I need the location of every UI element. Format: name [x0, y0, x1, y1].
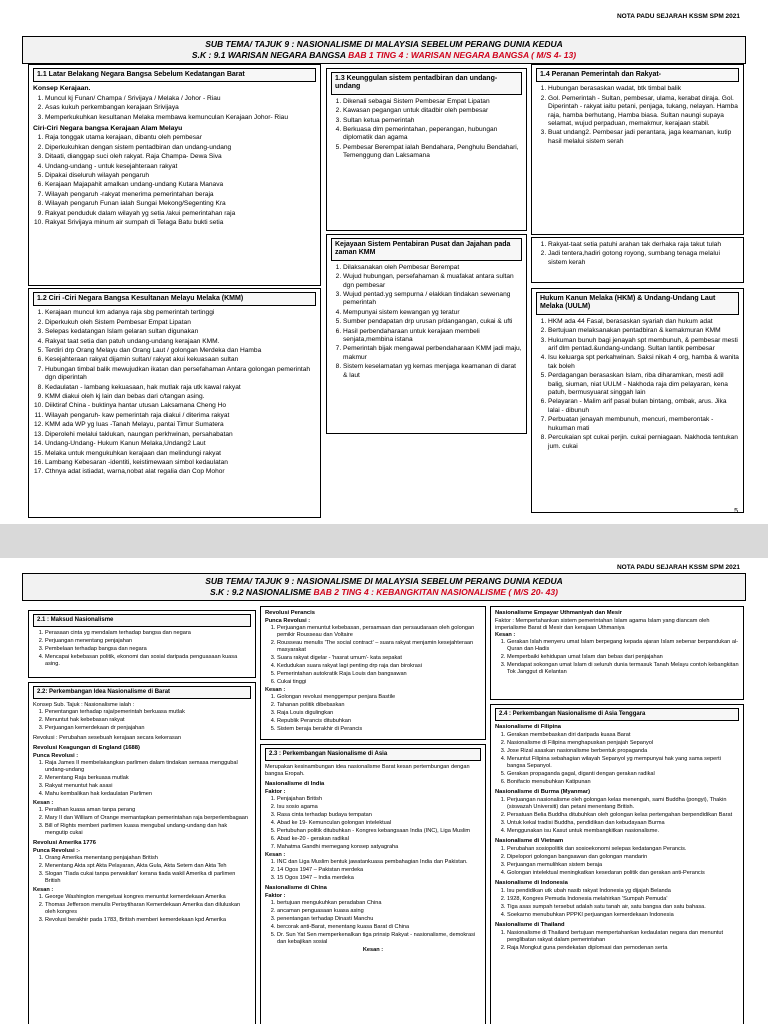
list-item: 4. Menuntut Filipina sebahagian wilayah Sepanyol yg mempunyai hak yang sama seperti bangsa Sepanyol.: [507, 756, 739, 770]
section-title: 1.1 Latar Belakang Negara Bangsa Sebelum Kedatangan Barat: [33, 68, 316, 82]
list-item: 3. Mendapat sokongan umat Islam di seluruh dunia termasuk Tanah Melayu contoh kebangkitan Tok Janggut di Kelantan: [507, 662, 739, 676]
topic-band: [22, 573, 746, 601]
section-2-4: [490, 704, 744, 1024]
list-item: 3. Rasa cinta terhadap budaya tempatan: [277, 812, 481, 819]
list-item: 1. Peralihan kuasa aman tanpa perang: [45, 807, 251, 814]
list-item: 2. Perjuangan menentang penjajahan: [45, 638, 251, 645]
list-item: 6. Abad ke-20 - gerakan radikal: [277, 836, 481, 843]
list-item: 12. KMM ada WP yg luas -Tanah Melayu, pantai Timur Sumatera: [45, 421, 316, 429]
band-line-2-red: BAB 2 TING 4 : KEBANGKITAN NASIONALISME ( M/S 20- 43): [313, 587, 558, 597]
list-item: 2. Isu sosio agama: [277, 804, 481, 811]
list-item: 9. Rakyat penduduk dalam wilayah yg setia /akui pemerintahan raja: [45, 210, 316, 218]
perancis-heading: Revolusi Perancis: [265, 610, 315, 616]
list-item: 5. Sumber pendapatan drp urusan p/dangangan, cukai & ufti: [343, 318, 522, 326]
keunggulan-list: [331, 98, 522, 161]
list-item: 1. Muncul kj Funan/ Champa / Srivijaya / Melaka / Johor - Riau: [45, 95, 316, 103]
filipina-list: [495, 732, 739, 786]
list-item: 2. 14 Ogos 1947 – Pakistan merdeka: [277, 867, 481, 874]
faktor-label: Faktor :: [265, 789, 286, 795]
section-title: 1.3 Keunggulan sistem pentadbiran dan undang-undang: [331, 72, 522, 95]
list-item: 2. Raja Mongkut guna pendekatan diplomasi dan pemodenan serta: [507, 945, 739, 952]
amerika-kesan-list: [33, 894, 251, 924]
list-item: 2. Tahanan politik dibebaskan: [277, 702, 481, 709]
konsep-text: Konsep Sub. Tajuk : Nasionalisme ialah :: [33, 702, 135, 708]
china-heading: Nasionalisme di China: [265, 885, 327, 891]
list-item: 1. Penjajahan British: [277, 796, 481, 803]
list-item: 3. Selepas kedatangan Islam gelaran sultan digunakan: [45, 328, 316, 336]
burma-list: [495, 797, 739, 835]
list-item: 5. Sistem beraja berakhir di Perancis: [277, 726, 481, 733]
list-item: 3. Sultan ketua pemerintah: [343, 117, 522, 125]
section-title: 2.1 : Maksud Nasionalisme: [33, 614, 251, 627]
band-line-2-black: S.K : 9.2 NASIONALISME: [210, 587, 312, 597]
section-title: Kejayaan Sistem Pentabiran Pusat dan Jajahan pada zaman KMM: [331, 238, 522, 261]
list-item: 2. Jadi tentera,hadiri gotong royong, sumbang tenaga melalui sistem kerah: [548, 250, 739, 267]
list-item: 5. Pemerintahan autokratik Raja Louis dan bangsawan: [277, 671, 481, 678]
section-title: 2.2: Perkembangan Idea Nasionalisme di Barat: [33, 686, 251, 699]
england-heading: Revolusi Keagungan di England (1688): [33, 745, 140, 751]
list-item: 4. bercorak anti-Barat, menentang kuasa Barat di China: [277, 924, 481, 931]
page-header: NOTA PADU SEJARAH KSSM SPM 2021: [616, 13, 740, 20]
list-item: 8. Kedaulatan - lambang kekuasaan, hak mutlak raja utk kawal rakyat: [45, 384, 316, 392]
ciri-heading: Ciri-Ciri Negara bangsa Kerajaan Alam Melayu: [33, 125, 183, 133]
page-header: NOTA PADU SEJARAH KSSM SPM 2021: [616, 564, 740, 571]
list-item: 1. Perasaan cinta yg mendalam terhadap bangsa dan negara: [45, 630, 251, 637]
section-hukum-kanun: [531, 288, 744, 513]
list-item: 5. Terdiri drp Orang Melayu dan Orang Laut / golongan Merdeka dan Hamba: [45, 347, 316, 355]
england-kesan-list: [33, 807, 251, 837]
list-item: 1. Perubahan sosiopolitik dan sosioekonomi selepas kedatangan Perancis.: [507, 846, 739, 853]
topic-band: [22, 36, 746, 64]
list-item: 4. Menggunakan isu Kasut untuk membangkitkan nasionalisme.: [507, 828, 739, 835]
list-item: 7. Wilayah pengaruh -rakyat menerima pemerintahan beraja: [45, 191, 316, 199]
list-item: 2. Gol. Pemerintah - Sultan, pembesar, ulama, kerabat diraja. Gol. Diperintah - rakyat iaitu petani, penjaga, tukang, nelayan. Hamba raja, hamba berhutang, Hamba biasa. Sultan naungi supaya selamat, wujud perpaduan, memakmur, kerajaan stabil.: [548, 95, 739, 129]
list-item: 17. Cthnya adat istiadat, warna,nobat alat regalia dan Cop Mohor: [45, 468, 316, 476]
amerika-heading: Revolusi Amerika 1776: [33, 840, 96, 846]
list-item: 1. bertujuan mengukuhkan peradaban China: [277, 900, 481, 907]
punca-label: Punca Revolusi :: [33, 753, 79, 759]
filipina-heading: Nasionalisme di Filipina: [495, 724, 562, 730]
list-item: 1. Isu pendidikan utk ubah nasib rakyat Indonesia yg dijajah Belanda: [507, 888, 739, 895]
list-item: 3. Jose Rizal asaskan nasionalisme berbentuk propaganda: [507, 748, 739, 755]
list-item: 5. Pembesar Berempat ialah Bendahara, Penghulu Bendahari, Temenggung dan Laksamana: [343, 144, 522, 161]
peranan-list: [536, 85, 739, 146]
list-item: 6. Kerajaan Majapahit amalkan undang-undang Kutara Manava: [45, 181, 316, 189]
list-item: 3. Raja Louis digulingkan: [277, 710, 481, 717]
list-item: 2. Menuntut hak kebebasan rakyat: [45, 717, 251, 724]
perancis-punca-list: [265, 625, 481, 686]
list-item: 3. Pembelaan terhadap bangsa dan negara: [45, 646, 251, 653]
section-1-4-rakyat: [531, 237, 744, 283]
amerika-punca-list: [33, 855, 251, 885]
kesan-label: Kesan :: [33, 800, 54, 806]
list-item: 1. Raja tonggak utama kerajaan, dibantu oleh pembesar: [45, 134, 316, 142]
list-item: 2. Bertujuan melaksanakan pentadbiran & kemakmuran KMM: [548, 327, 739, 335]
list-item: 4. Undang-undang - untuk kesejahteraan rakyat: [45, 163, 316, 171]
list-item: 3. Bill of Rights memberi parlimen kuasa mengubal undang-undang dan hak mengutip cukai: [45, 823, 251, 837]
list-item: 3. Untuk kekal tradisi Buddha, pendidikan dan kebudayaan Burma: [507, 820, 739, 827]
maksud-list: [33, 630, 251, 668]
vietnam-list: [495, 846, 739, 877]
china-faktor-list: [265, 900, 481, 946]
list-item: 3. Wujud pentad.yg sempurna / elakkan tindakan sewenang pemerintah: [343, 291, 522, 308]
list-item: 3. Hukuman bunuh bagi jenayah spt membunuh, & pembesar mesti arif dlm pentad.&undang-undang. Sultan lantik pembesar: [548, 337, 739, 354]
band-line-2-red: BAB 1 TING 4 : WARISAN NEGARA BANGSA ( M/S 4- 13): [348, 50, 577, 60]
band-line-1: SUB TEMA/ TAJUK 9 : NASIONALISME DI MALAYSIA SEBELUM PERANG DUNIA KEDUA: [205, 39, 563, 49]
faktor-label: Faktor :: [265, 893, 286, 899]
list-item: 2. Dipelopori golongan bangsawan dan golongan mandarin: [507, 854, 739, 861]
list-item: 3. Memperkukuhkan kesultanan Melaka membawa kemunculan Kerajaan Johor- Riau: [45, 114, 316, 122]
section-1-4: [531, 64, 744, 235]
ciri-kmm-list: [33, 309, 316, 476]
rakyat-list: [536, 241, 739, 267]
section-title: Hukum Kanun Melaka (HKM) & Undang-Undang Laut Melaka (UULM): [536, 292, 739, 315]
section-2-2: [28, 682, 256, 1024]
vietnam-heading: Nasionalisme di Vietnam: [495, 838, 564, 844]
list-item: 2. Diperkukuh oleh Sistem Pembesar Empat Lipatan: [45, 319, 316, 327]
list-item: 1. Hubungan berasaskan wadat, btk timbal balik: [548, 85, 739, 93]
konsep-list: [33, 709, 251, 732]
kesan-label: Kesan :: [265, 852, 286, 858]
band-line-1: SUB TEMA/ TAJUK 9 : NASIONALISME DI MALAYSIA SEBELUM PERANG DUNIA KEDUA: [205, 576, 563, 586]
list-item: 1. Gerakan Islah menyeru umat Islam berpegang kepada ajaran Islam sebenar berpandukan al-Quran dan Hadis: [507, 639, 739, 653]
thailand-list: [495, 930, 739, 952]
list-item: 1. Dikenali sebagai Sistem Pembesar Empat Lipatan: [343, 98, 522, 106]
band-line-2: [23, 587, 745, 598]
list-item: 1. Perjuangan menuntut kebebasan, persamaan dan persaudaraan oleh golongan pemikir Rousseau dan Voltaire: [277, 625, 481, 639]
list-item: 2. Rousseau menulis 'The social contract' – suara rakyat menjamin kesejahteraan masyarakat: [277, 640, 481, 654]
list-item: 1. Raja James II membelakangkan parlimen dalam tindakan semasa menggubal undang-undang: [45, 760, 251, 774]
list-item: 11. Wilayah pengaruh- kaw pemerintah raja diakui / diterima rakyat: [45, 412, 316, 420]
list-item: 1. Rakyat-taat setia patuhi arahan tak derhaka raja takut tulah: [548, 241, 739, 249]
page-gap: [0, 524, 768, 558]
india-faktor-list: [265, 796, 481, 851]
list-item: 2. Persatuan Belia Buddha ditubuhkan oleh golongan kelas pertengahan berpendidikan Barat: [507, 812, 739, 819]
list-item: 1. Kerajaan muncul krn adanya raja sbg pemerintah tertinggi: [45, 309, 316, 317]
list-item: 3. Buat undang2. Pembesar jadi perantara, jaga keamanan, kutip hasil melalui sistem serah: [548, 129, 739, 146]
list-item: 3. penentangan terhadap Dinasti Manchu: [277, 916, 481, 923]
section-1-1: [28, 64, 321, 286]
list-item: 3. Perjuangan kemerdekaan dr penjajahan: [45, 725, 251, 732]
list-item: 3. Slogan 'Tiada cukai tanpa perwakilan' kerana tiada wakil Amerika di parlimen British: [45, 871, 251, 885]
section-1-2: [28, 288, 321, 518]
list-item: 2. Mary II dan William of Orange memantapkan pemerintahan raja berperlembagaan: [45, 815, 251, 822]
faktor-text: Faktor : Mempertahankan sistem pemerintahan Islam agama Islam yang diancam oleh imperialisme Barat di Mesir dan kerajaan Uthmaniya: [495, 618, 710, 631]
list-item: 4. Kedudukan suara rakyat lagi penting drp raja dan birokrasi: [277, 663, 481, 670]
hukum-list: [536, 318, 739, 451]
list-item: 4. Isu keluarga spt perkahwinan. Saksi nikah 4 org, hamba & wanita tak boleh: [548, 354, 739, 371]
list-item: 7. Hubungan timbal balik mewujudkan ikatan dan persefahaman Antara golongan pemerintah dgn diperintah: [45, 366, 316, 383]
list-item: 1. Perjuangan nasionalisme oleh golongan kelas menengah, sami Buddha (pongyi), Thakin (siswazah Universiti) dan petani menentang British.: [507, 797, 739, 811]
konsep-heading: Konsep Kerajaan.: [33, 85, 91, 93]
list-item: 7. Mahatma Gandhi memegang konsep satyagraha: [277, 844, 481, 851]
list-item: 13. Diperolehi melalui taklukan, naungan perkhwinan, persahabatan: [45, 431, 316, 439]
section-uthmaniyah: [490, 606, 744, 700]
page-two: [0, 558, 768, 1024]
list-item: 1. Nasionalisme di Thailand bertujuan mempertahankan kedaulatan negara dan menuntut penglibatan rakyat dalam pemerintahan: [507, 930, 739, 944]
list-item: 4. Mahu kembalikan hak kedaulatan Parlimen: [45, 791, 251, 798]
list-item: 10. Rakyat Srivijaya minum air sumpah di Telaga Batu bukti setia: [45, 219, 316, 227]
list-item: 3. 15 Ogos 1947 – India merdeka: [277, 875, 481, 882]
list-item: 1. Penentangan terhadap raja/pemerintah berkuasa mutlak: [45, 709, 251, 716]
list-item: 4. Abad ke 19- Kemunculan golongan intelektual: [277, 820, 481, 827]
list-item: 2. Menentang Raja berkuasa mutlak: [45, 775, 251, 782]
section-1-3: [326, 68, 527, 231]
list-item: 2. Menentang Akta spt Akta Pelayaran, Akta Gula, Akta Setem dan Akta Teh: [45, 863, 251, 870]
section-revolusi-perancis: [260, 606, 486, 740]
list-item: 4. Berkuasa dlm pemerintahan, peperangan, hubungan diplomatik dan agama: [343, 126, 522, 143]
indonesia-list: [495, 888, 739, 919]
band-line-2-black: S.K : 9.1 WARISAN NEGARA BANGSA: [191, 50, 346, 60]
thailand-heading: Nasionalisme di Thailand: [495, 922, 565, 928]
list-item: 5. Dipakai diseluruh wilayah pengaruh: [45, 172, 316, 180]
list-item: 1. Gerakan membebaskan diri daripada kuasa Barat: [507, 732, 739, 739]
list-item: 4. Rakyat taat setia dan patuh undang-undang kerajaan KMM.: [45, 338, 316, 346]
list-item: 1. Orang Amerika menentang penjajahan British: [45, 855, 251, 862]
list-item: 6. Hasil perbendaharaan untuk kerajaan membeli senjata,membina istana: [343, 328, 522, 345]
section-title: 1.4 Peranan Pemerintah dan Rakyat-: [536, 68, 739, 82]
uthmaniyah-kesan-list: [495, 639, 739, 676]
list-item: 2. Asas kukuh perkembangan kerajaan Srivijaya: [45, 104, 316, 112]
section-1-3-kejayaan: [326, 234, 527, 434]
section-2-3: [260, 744, 486, 1024]
revolusi-definition: Revolusi : Perubahan sesebuah kerajaan secara kekerasan: [33, 735, 182, 741]
section-title: 2.4 : Perkembangan Nasionalisme di Asia Tenggara: [495, 708, 739, 721]
list-item: 1. INC dan Liga Muslim bentuk jawatankuasa pembahagian India dan Pakistan.: [277, 859, 481, 866]
list-item: 2. Kawasan pegangan untuk ditadbir oleh pembesar: [343, 107, 522, 115]
list-item: 5. Pertubuhan politik ditubuhkan - Kongres kebangsaan India (INC), Liga Muslim: [277, 828, 481, 835]
list-item: 14. Undang-Undang- Hukum Kanun Melaka,Undang2 Laut: [45, 440, 316, 448]
list-item: 10. Diiktiraf China - buktinya hantar utusan Laksamana Cheng Ho: [45, 402, 316, 410]
list-item: 2. Memperbaiki kehidupan umat Islam dan bebas dari penjajahan: [507, 654, 739, 661]
india-kesan-list: [265, 859, 481, 882]
list-item: 2. Diperkukuhkan dengan sistem pentadbiran dan undang-undang: [45, 144, 316, 152]
list-item: 4. Mencapai kebebasan politik, ekonomi dan sosial daripada penguasaan kuasa asing.: [45, 654, 251, 668]
list-item: 2. ancaman penguasaan kuasa asing: [277, 908, 481, 915]
section-title: 1.2 Ciri -Ciri Negara Bangsa Kesultanan Melayu Melaka (KMM): [33, 292, 316, 306]
list-item: 3. Suara rakyat digelar - 'hasrat umum'- kata sepakat: [277, 655, 481, 662]
list-item: 8. Sistem keselamatan yg kemas menjaga keamanan di darat & laut: [343, 363, 522, 380]
list-item: 5. Perdagangan berasaskan Islam, riba diharamkan, mesti adil balig, siuman, niat UULM - Nakhoda raja dim pelayaran, kena patuh, bermusyuarat singgah lain: [548, 372, 739, 397]
perancis-kesan-list: [265, 694, 481, 733]
list-item: 3. Perjuangan memulihkan sistem beraja: [507, 862, 739, 869]
list-item: 8. Percukaian spt cukai perjin. cukai perniagaan. Nakhoda tentukan jum. cukai: [548, 434, 739, 451]
list-item: 7. Pemerintah bijak mengawal perbendaharaan KMM jadi maju, makmur: [343, 345, 522, 362]
list-item: 9. KMM diakui oleh kj lain dan bebas dari c/tangan asing.: [45, 393, 316, 401]
list-item: 4. Soekarno menubuhkan PPPKI perjuangan kemerdekaan Indonesia: [507, 912, 739, 919]
section-2-1: [28, 610, 256, 678]
uthmaniyah-heading: Nasionalisme Empayar Uthmaniyah dan Mesir: [495, 610, 622, 616]
indonesia-heading: Nasionalisme di Indonesia: [495, 880, 568, 886]
list-item: 3. Ditaati, dianggap suci oleh rakyat. Raja Champa- Dewa Siva: [45, 153, 316, 161]
ciri-list: [33, 134, 316, 227]
list-item: 7. Perbuatan jenayah membunuh, mencuri, memberontak - hukuman mati: [548, 416, 739, 433]
list-item: 8. Wilayah pengaruh Funan ialah Sungai Mekong/Segenting Kra: [45, 200, 316, 208]
kejayaan-list: [331, 264, 522, 380]
list-item: 4. Mempunyai sistem kewangan yg teratur: [343, 309, 522, 317]
list-item: 3. Rakyat menuntut hak asasi: [45, 783, 251, 790]
list-item: 1. Dilaksanakan oleh Pembesar Berempat: [343, 264, 522, 272]
list-item: 6. Cukai tinggi: [277, 679, 481, 686]
list-item: 15. Melaka untuk mengukuhkan kerajaan dan melindungi rakyat: [45, 450, 316, 458]
list-item: 1. George Washington mengetuai kongres menuntut kemerdekaan Amerika: [45, 894, 251, 901]
kesan-label: Kesan :: [33, 887, 54, 893]
kesan-label: Kesan :: [495, 632, 516, 638]
list-item: 2. 1928, Kongres Pemuda Indonesia melahirkan 'Sumpah Pemuda': [507, 896, 739, 903]
list-item: 2. Thomas Jefferson menulis Perisytiharan Kemerdekaan Amerika dan diluluskan oleh kongres: [45, 902, 251, 916]
kesan-label: Kesan :: [362, 947, 384, 953]
list-item: 1. Golongan revolusi menggempur penjara Bastile: [277, 694, 481, 701]
kesan-label: Kesan :: [265, 687, 286, 693]
band-line-2: [23, 50, 745, 61]
burma-heading: Nasionalisme di Burma (Myanmar): [495, 789, 591, 795]
india-heading: Nasionalisme di India: [265, 781, 325, 787]
punca-label: Punca Revolusi :-: [33, 848, 80, 854]
list-item: 2. Nasionalisme di Filipina menghapuskan penjajah Sepanyol: [507, 740, 739, 747]
list-item: 3. Tiga asas sumpah tersebut adalah satu tanah air, satu bangsa dan satu bahasa.: [507, 904, 739, 911]
section-title: 2.3 : Perkembangan Nasionalisme di Asia: [265, 748, 481, 761]
list-item: 3. Revolusi berakhir pada 1783, British memberi kemerdekaan kpd Amerika: [45, 917, 251, 924]
list-item: 2. Wujud hubungan, persefahaman & muafakat antara sultan dgn pembesar: [343, 273, 522, 290]
punca-label: Punca Revolusi :: [265, 618, 311, 624]
page-number: 5: [734, 508, 738, 515]
list-item: 6. Kesejahteraan rakyat dijamin sultan/ rakyat akui kekuasaan sultan: [45, 356, 316, 364]
list-item: 1. HKM ada 44 Fasal, berasaskan syariah dan hukum adat: [548, 318, 739, 326]
england-punca-list: [33, 760, 251, 798]
list-item: 4. Republik Perancis ditubuhkan: [277, 718, 481, 725]
list-item: 5. Dr. Sun Yat Sen memperkenalkan tiga prinsip Rakyat - nasionalisme, demokrasi dan kebajikan sosial: [277, 932, 481, 946]
list-item: 16. Lambang Kebesaran -identiti, keistimewaan simbol kedaulatan: [45, 459, 316, 467]
list-item: 4. Golongan intelektual meningkatkan kesedaran politik dan gerakan anti-Perancis: [507, 870, 739, 877]
list-item: 5. Gerakan propaganda gagal, diganti dengan gerakan radikal: [507, 771, 739, 778]
list-item: 6. Pelayaran - Malim arif pasal bulan bintang, ombak, arus. Jika lalai - dibunuh: [548, 398, 739, 415]
konsep-list: [33, 95, 316, 122]
list-item: 6. Bonifacio menubuhkan Katipunan: [507, 779, 739, 786]
intro-text: Merupakan kesinambungan idea nasionalisme Barat kesan pertembungan dengan bangsa Eropah.: [265, 764, 470, 777]
